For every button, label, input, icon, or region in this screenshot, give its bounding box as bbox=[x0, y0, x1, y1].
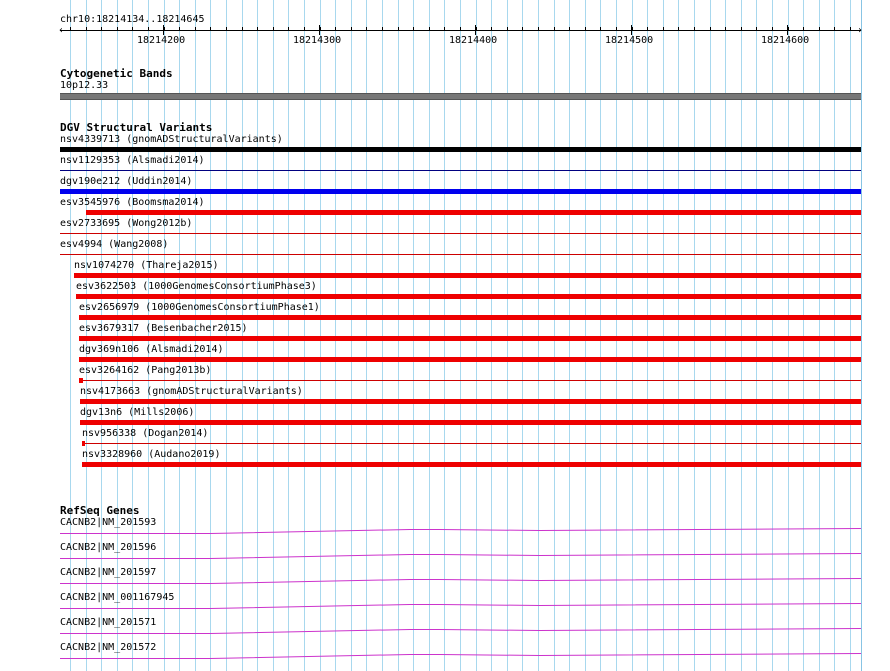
dgv-feature-label[interactable]: esv2656979 (1000GenomesConsortiumPhase1) bbox=[79, 302, 320, 313]
dgv-feature-bar[interactable] bbox=[79, 378, 83, 383]
ruler-minor-tick bbox=[320, 27, 321, 31]
ruler-minor-tick bbox=[413, 27, 414, 31]
dgv-feature-label[interactable]: dgv13n6 (Mills2006) bbox=[80, 407, 195, 418]
ruler-minor-tick bbox=[351, 27, 352, 31]
refseq-gene-intron-line bbox=[60, 554, 861, 559]
ruler-minor-tick bbox=[788, 27, 789, 31]
dgv-feature-label[interactable]: esv3679317 (Besenbacher2015) bbox=[79, 323, 248, 334]
refseq-gene-intron-line bbox=[60, 654, 861, 659]
refseq-gene-model[interactable] bbox=[0, 626, 890, 638]
ruler-minor-tick bbox=[678, 27, 679, 31]
ruler-minor-tick bbox=[444, 27, 445, 31]
dgv-feature-label[interactable]: nsv1129353 (Alsmadi2014) bbox=[60, 155, 205, 166]
dgv-feature-label[interactable]: esv3545976 (Boomsma2014) bbox=[60, 197, 205, 208]
ruler-major-tick bbox=[787, 25, 788, 35]
ruler-major-tick bbox=[475, 25, 476, 35]
ruler-minor-tick bbox=[663, 27, 664, 31]
ruler-major-tick bbox=[319, 25, 320, 35]
dgv-feature-label[interactable]: nsv3328960 (Audano2019) bbox=[82, 449, 221, 460]
dgv-feature-label[interactable]: esv3264162 (Pang2013b) bbox=[79, 365, 212, 376]
refseq-gene-label[interactable]: CACNB2|NM_201596 bbox=[60, 542, 157, 553]
ruler-minor-tick bbox=[741, 27, 742, 31]
refseq-gene-label[interactable]: CACNB2|NM_201572 bbox=[60, 642, 157, 653]
ruler-minor-tick bbox=[819, 27, 820, 31]
dgv-feature-bar[interactable] bbox=[82, 441, 85, 446]
dgv-feature-label[interactable]: nsv1074270 (Thareja2015) bbox=[74, 260, 219, 271]
dgv-feature-label[interactable]: esv2733695 (Wong2012b) bbox=[60, 218, 193, 229]
ruler-minor-tick bbox=[273, 27, 274, 31]
ruler-tick-label: 18214200 bbox=[137, 35, 186, 46]
dgv-feature-bar[interactable] bbox=[79, 357, 861, 362]
ruler-minor-tick bbox=[195, 27, 196, 31]
ruler-minor-tick bbox=[164, 27, 165, 31]
refseq-gene-model[interactable] bbox=[0, 526, 890, 538]
dgv-feature-label[interactable]: esv3622503 (1000GenomesConsortiumPhase3) bbox=[76, 281, 317, 292]
ruler-minor-tick bbox=[226, 27, 227, 31]
ruler-minor-tick bbox=[632, 27, 633, 31]
ruler-minor-tick bbox=[694, 27, 695, 31]
dgv-feature-connector bbox=[83, 380, 861, 381]
ruler-minor-tick bbox=[569, 27, 570, 31]
ruler-major-tick bbox=[631, 25, 632, 35]
ruler-minor-tick bbox=[554, 27, 555, 31]
dgv-feature-label[interactable]: dgv369n106 (Alsmadi2014) bbox=[79, 344, 224, 355]
refseq-gene-intron-line bbox=[60, 529, 861, 534]
refseq-gene-label[interactable]: CACNB2|NM_201593 bbox=[60, 517, 157, 528]
dgv-feature-bar[interactable] bbox=[86, 210, 861, 215]
dgv-feature-label[interactable]: nsv4173663 (gnomADStructuralVariants) bbox=[80, 386, 303, 397]
ruler-minor-tick bbox=[803, 27, 804, 31]
refseq-gene-label[interactable]: CACNB2|NM_201597 bbox=[60, 567, 157, 578]
ruler-minor-tick bbox=[460, 27, 461, 31]
dgv-feature-bar[interactable] bbox=[60, 254, 861, 255]
ruler-minor-tick bbox=[304, 27, 305, 31]
ruler-minor-tick bbox=[585, 27, 586, 31]
refseq-track-title: RefSeq Genes bbox=[60, 504, 140, 517]
refseq-gene-model[interactable] bbox=[0, 601, 890, 613]
ruler-tick-label: 18214600 bbox=[761, 35, 810, 46]
ruler-minor-tick bbox=[538, 27, 539, 31]
ruler-minor-tick bbox=[148, 27, 149, 31]
refseq-gene-intron-line bbox=[60, 629, 861, 634]
ruler-tick-label: 18214500 bbox=[605, 35, 654, 46]
dgv-feature-bar[interactable] bbox=[60, 170, 861, 171]
refseq-gene-model[interactable] bbox=[0, 576, 890, 588]
ruler-minor-tick bbox=[647, 27, 648, 31]
dgv-feature-bar[interactable] bbox=[79, 315, 861, 320]
ruler-tick-label: 18214300 bbox=[293, 35, 342, 46]
refseq-gene-label[interactable]: CACNB2|NM_001167945 bbox=[60, 592, 175, 603]
dgv-feature-bar[interactable] bbox=[80, 399, 861, 404]
dgv-feature-bar[interactable] bbox=[60, 147, 861, 152]
dgv-feature-label[interactable]: dgv190e212 (Uddin2014) bbox=[60, 176, 193, 187]
dgv-track-title: DGV Structural Variants bbox=[60, 121, 213, 134]
ruler-minor-tick bbox=[507, 27, 508, 31]
dgv-feature-label[interactable]: nsv4339713 (gnomADStructuralVariants) bbox=[60, 134, 283, 145]
ruler-minor-tick bbox=[257, 27, 258, 31]
ruler-minor-tick bbox=[429, 27, 430, 31]
dgv-feature-bar[interactable] bbox=[82, 462, 861, 467]
dgv-feature-bar[interactable] bbox=[76, 294, 861, 299]
ruler-minor-tick bbox=[382, 27, 383, 31]
ruler-minor-tick bbox=[86, 27, 87, 31]
dgv-feature-connector bbox=[85, 443, 861, 444]
dgv-feature-label[interactable]: esv4994 (Wang2008) bbox=[60, 239, 169, 250]
dgv-feature-bar[interactable] bbox=[60, 189, 861, 194]
location-label: chr10:18214134..18214645 bbox=[60, 14, 205, 25]
dgv-feature-bar[interactable] bbox=[79, 336, 861, 341]
dgv-feature-bar[interactable] bbox=[74, 273, 861, 278]
ruler-minor-tick bbox=[398, 27, 399, 31]
cytoband-label: 10p12.33 bbox=[60, 80, 109, 91]
ruler-minor-tick bbox=[756, 27, 757, 31]
dgv-feature-bar[interactable] bbox=[80, 420, 861, 425]
ruler-minor-tick bbox=[179, 27, 180, 31]
ruler-minor-tick bbox=[242, 27, 243, 31]
ruler-minor-tick bbox=[117, 27, 118, 31]
dgv-feature-label[interactable]: nsv956338 (Dogan2014) bbox=[82, 428, 209, 439]
ruler-minor-tick bbox=[772, 27, 773, 31]
ruler-minor-tick bbox=[616, 27, 617, 31]
ruler-minor-tick bbox=[834, 27, 835, 31]
ruler-minor-tick bbox=[70, 27, 71, 31]
dgv-feature-bar[interactable] bbox=[60, 233, 861, 234]
ruler-major-tick bbox=[163, 25, 164, 35]
ruler-minor-tick bbox=[850, 27, 851, 31]
ruler-right-arrow: › bbox=[857, 25, 864, 36]
ruler-minor-tick bbox=[725, 27, 726, 31]
ruler-minor-tick bbox=[710, 27, 711, 31]
refseq-gene-intron-line bbox=[60, 579, 861, 584]
refseq-gene-model[interactable] bbox=[0, 551, 890, 563]
ruler-minor-tick bbox=[210, 27, 211, 31]
ruler-minor-tick bbox=[101, 27, 102, 31]
ruler-minor-tick bbox=[366, 27, 367, 31]
ruler-left-arrow: ‹ bbox=[58, 25, 65, 36]
cytoband-bar[interactable] bbox=[60, 93, 861, 100]
ruler-minor-tick bbox=[132, 27, 133, 31]
ruler-minor-tick bbox=[288, 27, 289, 31]
ruler-minor-tick bbox=[522, 27, 523, 31]
ruler-minor-tick bbox=[335, 27, 336, 31]
cytoband-track-title: Cytogenetic Bands bbox=[60, 67, 173, 80]
refseq-gene-model[interactable] bbox=[0, 651, 890, 663]
ruler-minor-tick bbox=[600, 27, 601, 31]
refseq-gene-label[interactable]: CACNB2|NM_201571 bbox=[60, 617, 157, 628]
ruler-minor-tick bbox=[476, 27, 477, 31]
ruler-tick-label: 18214400 bbox=[449, 35, 498, 46]
refseq-gene-intron-line bbox=[60, 604, 861, 609]
ruler-minor-tick bbox=[491, 27, 492, 31]
